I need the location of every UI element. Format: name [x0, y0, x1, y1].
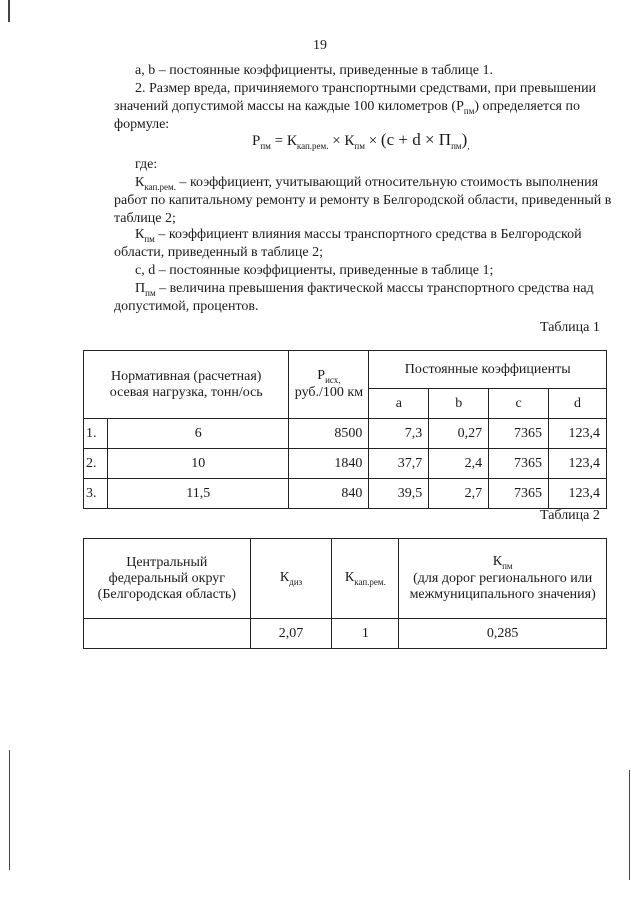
cell-c: 7365: [489, 479, 549, 509]
table-row: [84, 419, 607, 449]
cell-kdiz: 2,07: [250, 619, 332, 649]
paragraph-ab: a, b – постоянные коэффициенты, приведенные в таблице 1.: [135, 63, 493, 78]
cell-p: 840: [289, 479, 369, 509]
def-ppm-line2: допустимой, процентов.: [114, 299, 259, 314]
cell-kpm: 0,285: [399, 619, 607, 649]
cell-c: 7365: [489, 449, 549, 479]
cell-c: 7365: [489, 419, 549, 449]
cell-a: 37,7: [369, 449, 429, 479]
scan-edge-mark: [8, 0, 10, 22]
header-b: b: [429, 389, 489, 419]
header-axial-load: Нормативная (расчетная) осевая нагрузка, тонн/ось: [84, 351, 289, 419]
header-kpm: $К_{пм}$ (для дорог регионального или межмуниципального значения): [399, 539, 607, 619]
page-number: 19: [313, 38, 327, 53]
header-a: a: [369, 389, 429, 419]
cell-d: 123,4: [549, 449, 607, 479]
row-number: 2.: [84, 449, 108, 479]
cell-load: 11,5: [107, 479, 289, 509]
header-constants: Постоянные коэффициенты: [369, 351, 607, 389]
paragraph-2-line1: 2. Размер вреда, причиняемого транспортными средствами, при превышении: [135, 81, 597, 96]
cell-d: 123,4: [549, 419, 607, 449]
table1: [83, 350, 607, 509]
paragraph-2-line2: значений допустимой массы на каждые 100 километров $(Р_{пм})$ определяется по: [114, 99, 580, 116]
cell-b: 0,27: [429, 419, 489, 449]
table-row: [84, 619, 607, 649]
cell-load: 10: [107, 449, 289, 479]
def-kkaprem-line3: таблице 2;: [114, 211, 176, 226]
header-p-isx: $Р_{исх,}$ руб./100 км: [289, 351, 369, 419]
cell-b: 2,7: [429, 479, 489, 509]
cell-b: 2,4: [429, 449, 489, 479]
header-d: d: [549, 389, 607, 419]
def-kpm-line2: области, приведенный в таблице 2;: [114, 245, 324, 260]
row-number: 1.: [84, 419, 108, 449]
cell-load: 6: [107, 419, 289, 449]
cell-p: 8500: [289, 419, 369, 449]
cell-kkaprem: 1: [332, 619, 399, 649]
header-c: c: [489, 389, 549, 419]
def-kkaprem-line1: $К_{кап.рем.}$ – коэффициент, учитывающий относительную стоимость выполнения: [135, 175, 599, 192]
cell-a: 39,5: [369, 479, 429, 509]
table-row: [84, 479, 607, 509]
header-kdiz: $К_{диз}$: [250, 539, 332, 619]
where-label: где:: [135, 157, 158, 172]
header-kkaprem: $К_{кап.рем.}$: [332, 539, 399, 619]
table2: [83, 538, 607, 649]
def-kkaprem-line2: работ по капитальному ремонту и ремонту в Белгородской области, приведенный в: [114, 193, 612, 208]
scan-edge-mark: [9, 750, 10, 870]
cell-d: 123,4: [549, 479, 607, 509]
damage-formula: $Р_{пм} = К_{кап.рем.} \times К_{пм} \times (c + d \times П_{пм})_,$: [252, 130, 470, 151]
def-ppm-line1: $П_{пм}$ – величина превышения фактической массы транспортного средства над: [135, 281, 594, 298]
def-cd: c, d – постоянные коэффициенты, приведенные в таблице 1;: [135, 263, 494, 278]
header-region: Центральный федеральный округ (Белгородская область): [84, 539, 251, 619]
def-kpm-line1: $К_{пм}$ – коэффициент влияния массы транспортного средства в Белгородской: [135, 227, 582, 244]
cell-region-empty: [84, 619, 251, 649]
cell-a: 7,3: [369, 419, 429, 449]
table2-caption: Таблица 2: [540, 508, 600, 523]
cell-p: 1840: [289, 449, 369, 479]
paragraph-2-line3: формуле:: [114, 117, 170, 132]
table-row: [84, 449, 607, 479]
row-number: 3.: [84, 479, 108, 509]
table1-caption: Таблица 1: [540, 320, 600, 335]
scan-edge-mark: [629, 770, 630, 880]
